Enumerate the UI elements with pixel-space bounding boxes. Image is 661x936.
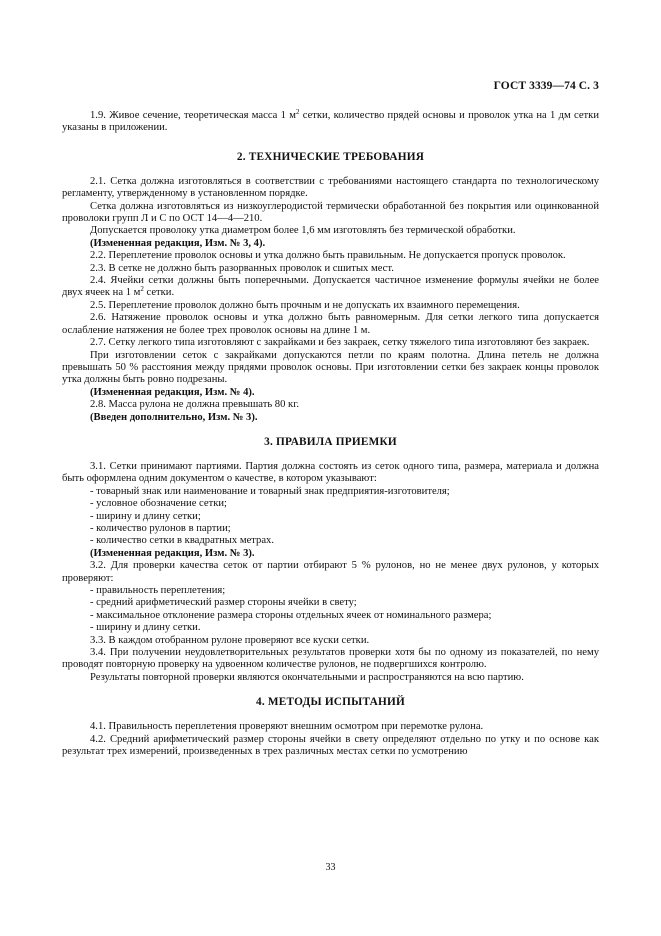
paragraph-3-1: 3.1. Сетки принимают партиями. Партия должна состоять из сеток одного типа, размера, материала и должна быть оформлена одним документом о качестве, в котором указывают: (62, 460, 599, 485)
edit-note: (Введен дополнительно, Изм. № 3). (90, 411, 258, 423)
paragraph-2-1-weft: Допускается проволоку утка диаметром более 1,6 мм изготовлять без термической обработки. (90, 225, 516, 237)
paragraph-2-1: 2.1. Сетка должна изготовляться в соответствии с требованиями настоящего стандарта по технологическому регламенту, утвержденному в установленном порядке. (62, 175, 599, 200)
list-item: - количество рулонов в партии; (90, 522, 231, 534)
list-item: - условное обозначение сетки; (90, 498, 227, 510)
list-item: - средний арифметический размер стороны ячейки в свету; (90, 597, 357, 609)
paragraph-1-9: 1.9. Живое сечение, теоретическая масса 1 $м^2$ сетки, количество прядей основы и проволок утка на 1 дм сетки указаны в приложении. (62, 108, 599, 134)
paragraph-3-4: 3.4. При получении неудовлетворительных результатов проверки хотя бы по одному из показателей, по нему проводят повторную проверку на удвоенном количестве рулонов, не подвергшихся контролю. (62, 647, 599, 671)
list-item: - правильность переплетения; (90, 585, 226, 596)
paragraph-2-1-material: Сетка должна изготовляться из низкоуглеродистой термически обработанной без покрытия или оцинкованной проволоки групп Л и С по ОСТ 14—4—210. (62, 200, 599, 225)
paragraph-4-1: 4.1. Правильность переплетения проверяют внешним осмотром при перемотке рулона. (90, 721, 484, 733)
list-item: - максимальное отклонение размера стороны отдельных ячеек от номинального размера; (90, 609, 492, 621)
paragraph-4-2: 4.2. Средний арифметический размер стороны ячейки в свету определяют отдельно по утку и по основе как результат трех измерений, произведенных в трех различных местах сетки по усмотрению (62, 733, 599, 758)
list-item: - товарный знак или наименование и товарный знак предприятия-изготовителя; (90, 485, 450, 497)
superscript: 2 (295, 108, 300, 116)
paragraph-2-3: 2.3. В сетке не должно быть разорванных проволок и сшитых мест. (90, 262, 394, 274)
section-4-title: 4. МЕТОДЫ ИСПЫТАНИЙ (256, 696, 405, 709)
paragraph-2-7-loops: При изготовлении сеток с закрайками допускаются петли по краям полотна. Длина петель не должна превышать 50 % расстояния между прядями проволок основы. При изготовлении сетки без закраек концы проволок утка должны быть ровно подрезаны. (62, 349, 599, 386)
edit-note: (Измененная редакция, Изм. № 4). (90, 386, 255, 398)
paragraph-3-2: 3.2. Для проверки качества сеток от партии отбирают 5 % рулонов, но не менее двух рулонов, у которых проверяют: (62, 560, 599, 584)
list-item: - ширину и длину сетки; (90, 510, 201, 522)
section-2-title: 2. ТЕХНИЧЕСКИЕ ТРЕБОВАНИЯ (236, 150, 425, 163)
edit-note: (Измененная редакция, Изм. № 3). (90, 547, 255, 559)
paragraph-2-8: 2.8. Масса рулона не должна превышать 80 кг. (90, 399, 299, 411)
paragraph-3-3: 3.3. В каждом отобранном рулоне проверяют все куски сетки. (90, 634, 370, 646)
paragraph-2-2: 2.2. Переплетение проволок основы и утка должно быть правильным. Не допускается пропуск проволок. (90, 250, 566, 262)
list-item: - количество сетки в квадратных метрах. (90, 535, 274, 547)
section-3-title: 3. ПРАВИЛА ПРИЕМКИ (264, 435, 397, 448)
document-body (62, 110, 599, 758)
list-item: - ширину и длину сетки. (90, 622, 201, 634)
paragraph-3-4-result: Результаты повторной проверки являются окончательными и распространяются на всю партию. (90, 671, 524, 683)
page-number: 33 (325, 862, 336, 873)
paragraph-2-5: 2.5. Переплетение проволок должно быть прочным и не допускать их взаимного перемещения. (90, 299, 520, 311)
document-header: ГОСТ 3339—74 С. 3 (493, 80, 599, 92)
edit-note: (Измененная редакция, Изм. № 3, 4). (90, 237, 266, 249)
superscript: 2 (140, 285, 144, 294)
paragraph-2-7: 2.7. Сетку легкого типа изготовляют с закрайками и без закраек, сетку тяжелого типа изготовляют без закраек. (90, 337, 590, 349)
paragraph-2-6: 2.6. Натяжение проволок основы и утка должно быть равномерным. Для сетки легкого типа допускается ослабление натяжения не более трех проволок основы на длине 1 м. (62, 312, 599, 336)
paragraph-2-4: 2.4. Ячейки сетки должны быть поперечными. Допускается частичное изменение формулы ячейки не более двух ячеек на 1 $м^2$ сетки. (62, 275, 599, 299)
